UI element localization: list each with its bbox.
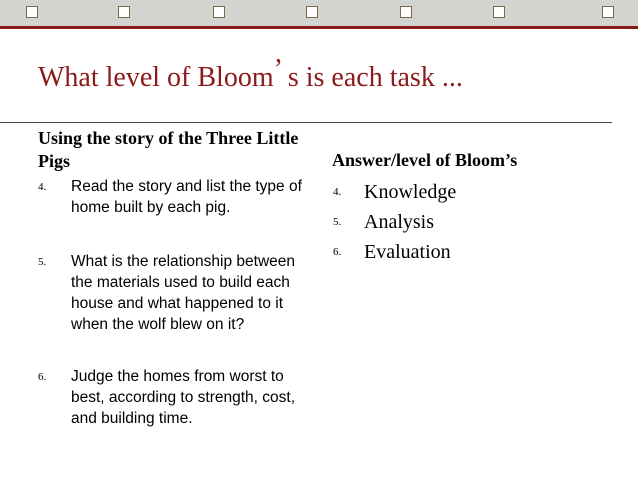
title-rest: s is each task ...	[280, 62, 463, 93]
answer-item	[333, 210, 434, 234]
answer-number: 5.	[333, 216, 342, 228]
answer-number: 4.	[333, 186, 342, 198]
square-icon	[118, 6, 130, 18]
slide-title	[38, 54, 463, 94]
decor-squares	[0, 0, 638, 26]
title-main: What level of Bloom	[38, 62, 274, 93]
task-text: Read the story and list the type of home built by each pig.	[71, 178, 302, 216]
left-column-heading: Using the story of the Three Little Pigs	[38, 128, 299, 171]
answer-item	[333, 240, 451, 264]
task-number: 5.	[38, 256, 47, 268]
task-item	[38, 251, 318, 335]
answer-item	[333, 180, 456, 204]
answer-text: Analysis	[364, 211, 434, 233]
task-item	[38, 176, 318, 218]
answer-number: 6.	[333, 246, 342, 258]
accent-line	[0, 26, 638, 29]
task-text: What is the relationship between the materials used to build each house and what happened to it when the wolf blew on it?	[71, 253, 296, 333]
square-icon	[306, 6, 318, 18]
task-number: 6.	[38, 371, 47, 383]
right-column-heading: Answer/level of Bloom’s	[332, 150, 518, 170]
title-divider	[0, 122, 612, 123]
square-icon	[493, 6, 505, 18]
answer-text: Knowledge	[364, 181, 457, 203]
task-number: 4.	[38, 181, 47, 193]
task-text: Judge the homes from worst to best, according to strength, cost, and building time.	[71, 368, 296, 427]
square-icon	[602, 6, 614, 18]
square-icon	[213, 6, 225, 18]
task-item	[38, 366, 318, 429]
title-quote: ’	[273, 54, 281, 85]
square-icon	[26, 6, 38, 18]
answer-text: Evaluation	[364, 241, 451, 263]
square-icon	[400, 6, 412, 18]
